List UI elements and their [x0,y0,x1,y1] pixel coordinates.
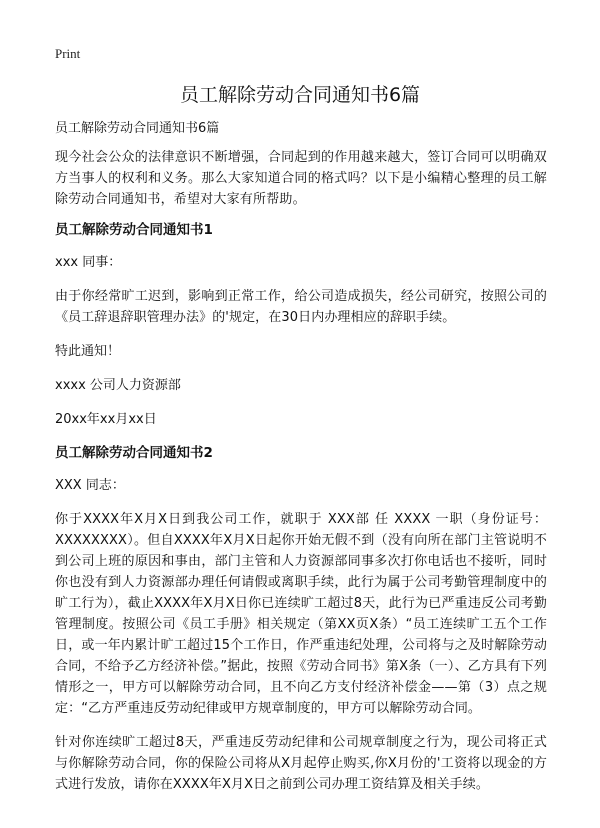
body-paragraph-notice-1: 由于你经常旷工迟到，影响到正常工作，给公司造成损失，经公司研究，按照公司的《员工辞退辞职管理办法》的'规定，在30日内办理相应的辞职手续。 [55,289,547,325]
document-body [55,118,547,808]
signature-notice-1: xxxx 公司人力资源部 [55,378,181,393]
page-title: 员工解除劳动合同通知书6篇 [179,84,421,106]
salutation-notice-1: xxx 同事： [55,255,122,270]
salutation-notice-2: XXX 同志： [55,478,125,493]
section-heading-notice-2: 员工解除劳动合同通知书2 [55,445,213,461]
intro-paragraph: 现今社会公众的法律意识不断增强，合同起到的作用越来越大，签订合同可以明确双方当事人的权利和义务。那么大家知道合同的格式吗？以下是小编精心整理的员工解除劳动合同通知书，希望对大家有所帮助。 [55,150,547,207]
closing-notice-1: 特此通知！ [55,344,121,359]
section-heading-notice-1: 员工解除劳动合同通知书1 [55,222,213,238]
body-paragraph-notice-2: 你于XXXX年X月X日到我公司工作，就职于 XXX部 任 XXXX 一职（身份证号：XXXXXXXX）。但自XXXX年X月X日起你开始无假不到（没有向所在部门主管说明不到公司上班的原因和事由，部门主管和人力资源部同事多次打你电话也不接听，同时你也没有到人力资源部办理任何请假或离职手续，此行为属于公司考勤管理制度中的旷工行为），截止XXXX年X月X日你已连续旷工超过8天，此行为已严重违反公司考勤管理制度。按照公司《员工手册》相关规定（第XX页X条）“员工连续旷工五个工作日，或一年内累计旷工超过15个工作日，作严重违纪处理，公司将与之及时解除劳动合同，不给予乙方经济补偿。”据此，按照《劳动合同书》第X条（一）、乙方具有下列情形之一，甲方可以解除劳动合同，且不向乙方支付经济补偿金——第（3）点之规定：“乙方严重违反劳动纪律或甲方规章制度的，甲方可以解除劳动合同。 [55,512,547,716]
print-link[interactable]: Print [55,46,81,61]
body-paragraph-notice-2b: 针对你连续旷工超过8天，严重违反劳动纪律和公司规章制度之行为，现公司将正式与你解除劳动合同，你的保险公司将从X月起停止购买,你X月份的'工资将以现金的方式进行发放，请你在XXXX年X月X日之前到公司办理工资结算及相关手续。 [55,735,547,792]
document-subtitle: 员工解除劳动合同通知书6篇 [55,121,220,136]
date-notice-1: 20xx年xx月xx日 [55,412,157,427]
